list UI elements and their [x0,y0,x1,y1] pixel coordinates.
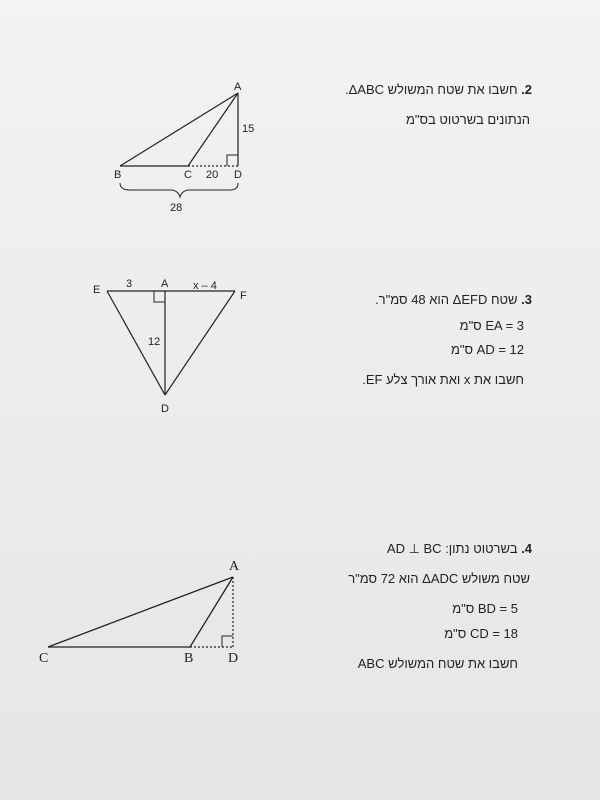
q2-label-b: B [114,169,122,181]
q2-number: 2. [521,82,532,97]
q3-label-f: F [240,290,247,302]
q3-label-af: x – 4 [193,280,217,292]
q4-line-area: שטח משולש ΔADC הוא 72 סמ"ר [348,571,530,586]
q3-label-e: E [93,284,101,296]
q3-number: 3. [521,292,532,307]
q4-title [387,541,532,557]
q2-label-ad: 15 [242,123,255,135]
q4-label-c: C [39,651,49,666]
q2-label-a: A [234,81,242,93]
q2-title-text: חשבו את שטח המשולש ΔABC. [344,82,518,97]
q2-right-angle-mark [227,155,238,166]
q3-right-angle-mark [154,291,165,302]
q4-line-bd: BD = 5 ס"מ [452,601,518,616]
q2-title [345,82,532,97]
q4-label-b: B [184,651,194,666]
q3-label-d: D [161,403,169,415]
q3-label-a: A [161,278,169,290]
q4-line-cd: CD = 18 ס"מ [444,626,518,641]
q2-figure [100,70,270,220]
q4-segment-ca [48,577,233,647]
q3-line-ad: AD = 12 ס"מ [450,342,524,357]
q2-segment-ab [120,93,238,166]
q3-figure [85,275,260,425]
q4-question: חשבו את שטח המשולש ABC [357,656,518,671]
q4-right-angle-mark [222,636,233,647]
q2-label-c: C [184,169,192,181]
q4-figure [30,550,260,670]
q3-title [375,292,532,307]
q3-label-ea: 3 [126,278,133,290]
q2-label-cd: 20 [206,169,219,181]
q4-title-text: בשרטוט נתון: AD ⊥ BC [386,541,518,556]
q3-title-text: שטח ΔEFD הוא 48 סמ"ר. [375,292,518,307]
q3-label-ad: 12 [148,336,161,348]
q2-label-bd: 28 [170,202,183,214]
q2-label-d: D [234,169,242,181]
q2-subtitle: הנתונים בשרטוט בס"מ [405,112,530,127]
q4-label-d: D [228,651,239,666]
q3-segment-fd [165,291,235,395]
q3-question: חשבו את x ואת אורך צלע EF. [362,372,524,387]
q3-line-ea: EA = 3 ס"מ [459,318,524,333]
q4-label-a: A [229,559,240,574]
q2-brace [120,183,238,197]
q4-number: 4. [521,541,532,556]
